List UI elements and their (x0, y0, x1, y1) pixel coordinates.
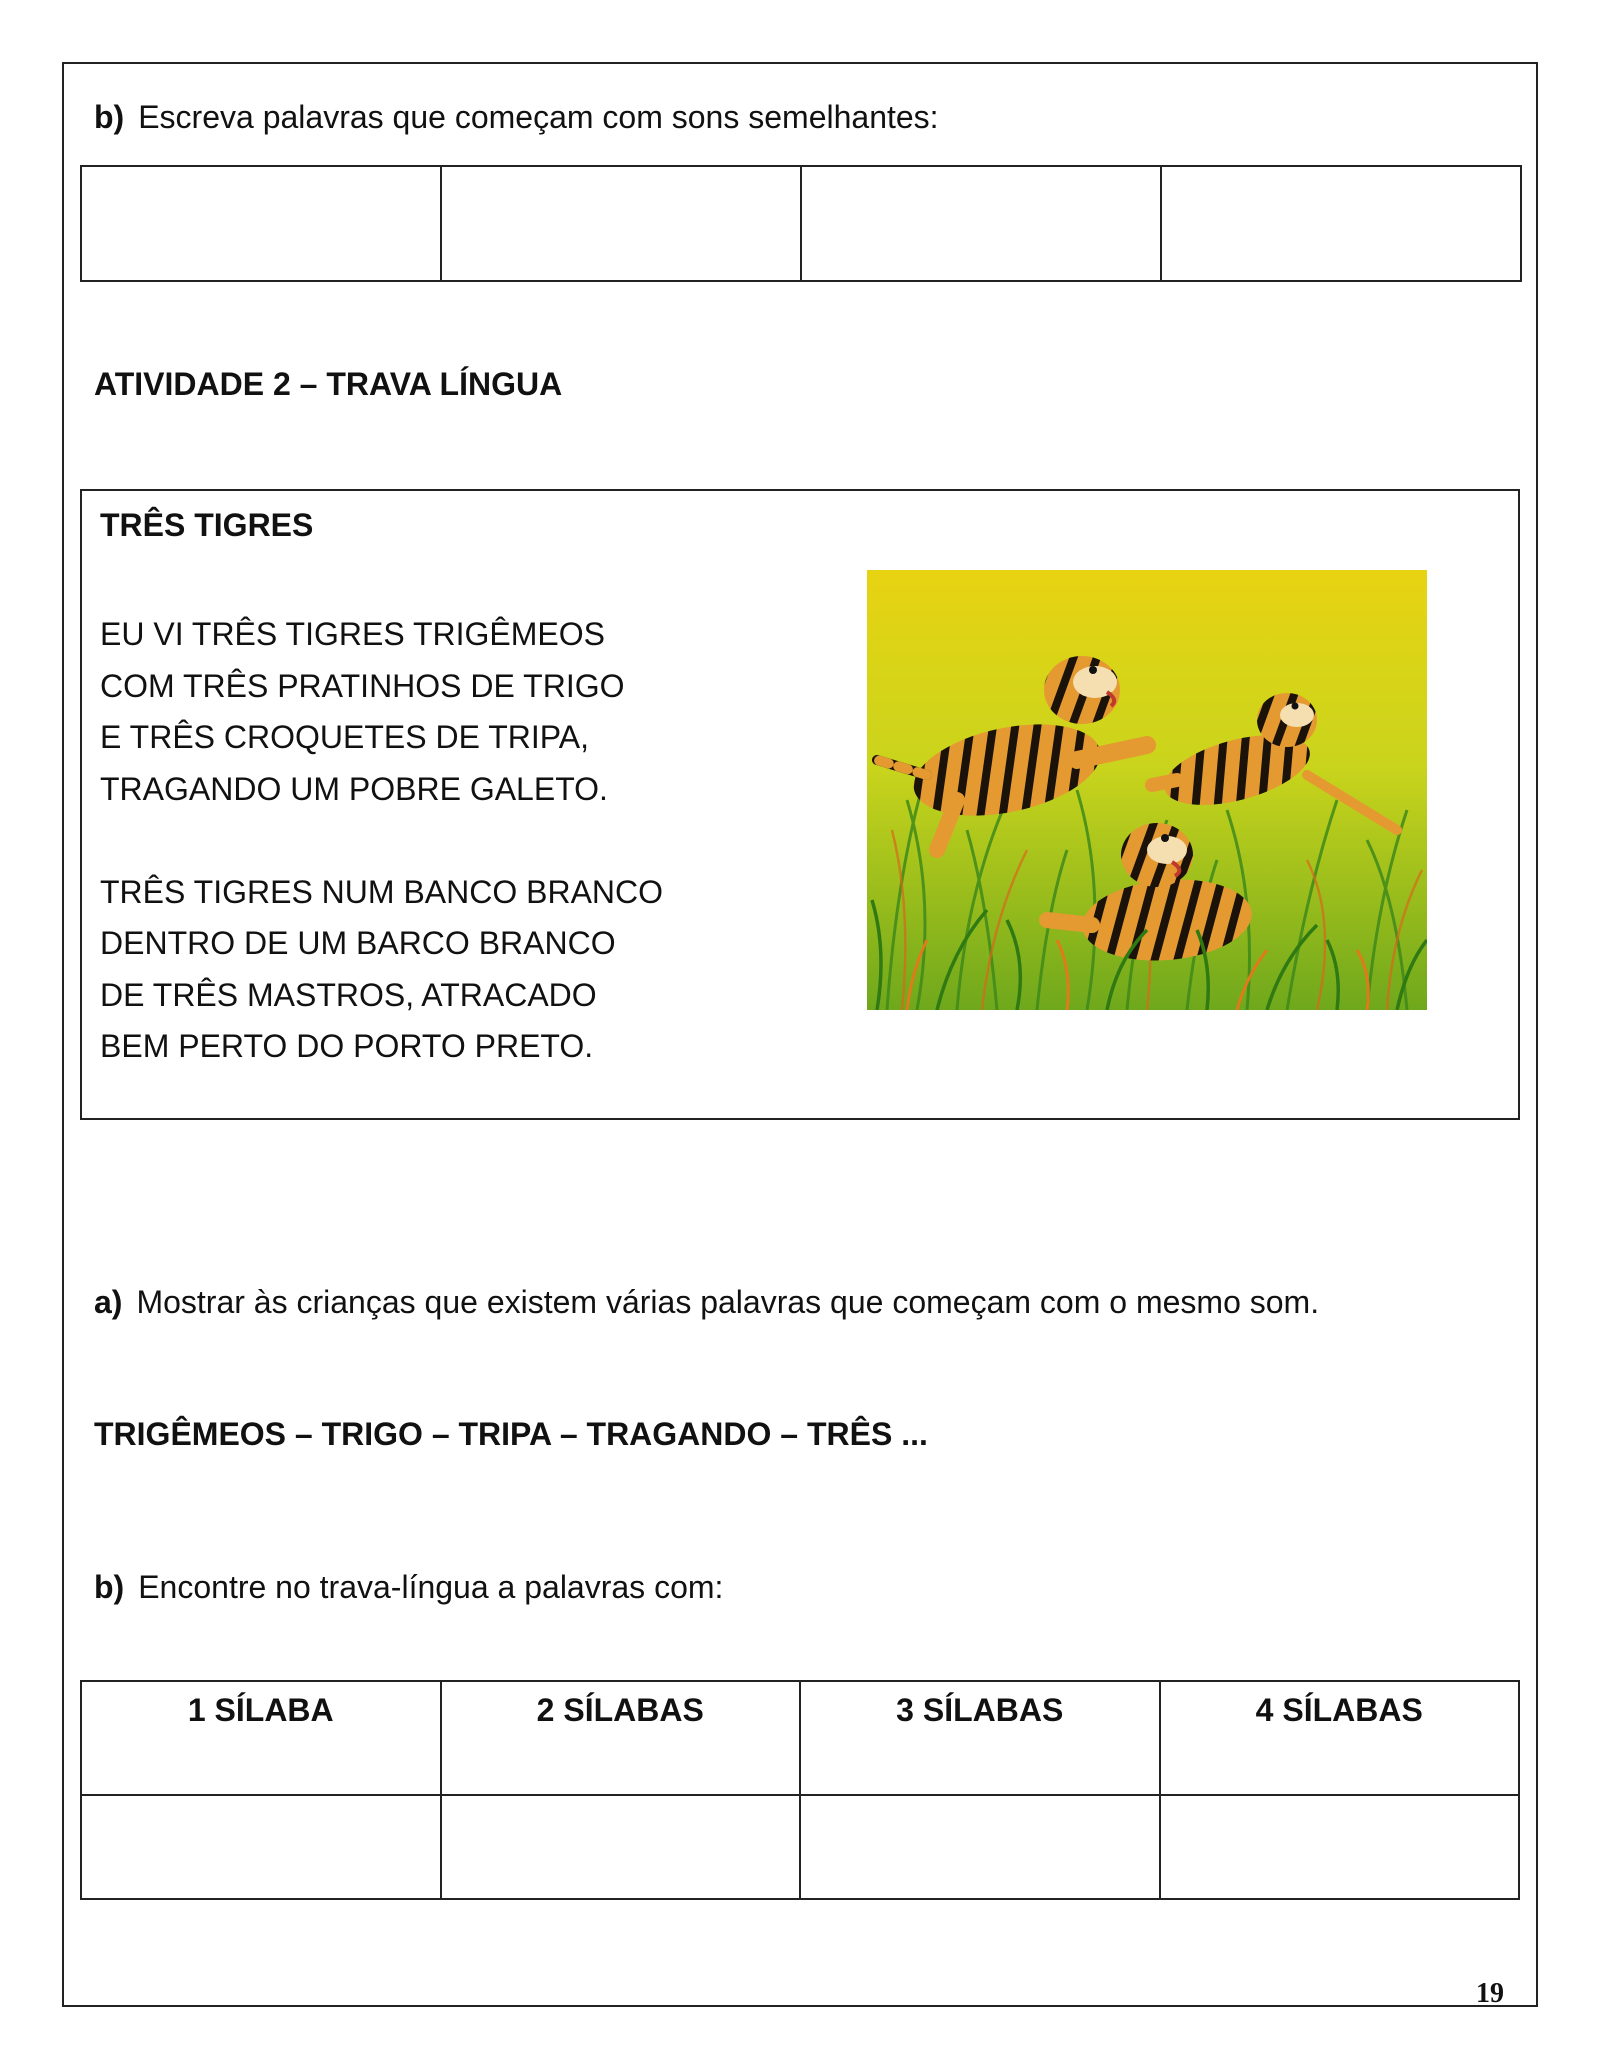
prompt-text: Encontre no trava-língua a palavras com: (138, 1569, 724, 1605)
answer-cell[interactable] (801, 166, 1161, 281)
syllable-table (80, 1680, 1520, 1900)
page-number: 19 (1476, 1978, 1504, 2009)
prompt-text: Mostrar às crianças que existem várias palavras que começam com o mesmo som. (136, 1284, 1320, 1320)
poem-line: DE TRÊS MASTROS, ATRACADO (100, 976, 597, 1013)
poem-line: TRAGANDO UM POBRE GALETO. (100, 770, 608, 807)
prompt-letter: b) (94, 99, 125, 135)
prompt-letter: a) (94, 1284, 123, 1320)
poem-line: COM TRÊS PRATINHOS DE TRIGO (100, 667, 625, 704)
poem-title: TRÊS TIGRES (100, 507, 314, 543)
poem-line: BEM PERTO DO PORTO PRETO. (100, 1028, 594, 1064)
syllable-header-4: 4 SÍLABAS (1160, 1681, 1520, 1795)
prompt-letter: b) (94, 1569, 125, 1605)
activity-title: ATIVIDADE 2 – TRAVA LÍNGUA (94, 366, 563, 402)
answer-cell[interactable] (441, 1795, 801, 1899)
poem-line: DENTRO DE UM BARCO BRANCO (100, 925, 616, 961)
prompt-a-same-sound (94, 1283, 1319, 1321)
poem-text (100, 609, 663, 1073)
prompt-b-find-syllables (94, 1568, 723, 1606)
word-list: TRIGÊMEOS – TRIGO – TRIPA – TRAGANDO – TRÊS ... (94, 1416, 928, 1452)
syllable-header-3: 3 SÍLABAS (800, 1681, 1160, 1795)
syllable-header-1: 1 SÍLABA (81, 1681, 441, 1795)
poem-line: EU VI TRÊS TIGRES TRIGÊMEOS (100, 616, 605, 652)
prompt-text: Escreva palavras que começam com sons semelhantes: (138, 99, 939, 135)
syllable-table-header-row (81, 1681, 1519, 1795)
poem-box (80, 489, 1520, 1120)
syllable-header-2: 2 SÍLABAS (441, 1681, 801, 1795)
answer-table-similar-sounds (80, 165, 1522, 282)
poem-line: TRÊS TIGRES NUM BANCO BRANCO (100, 873, 664, 910)
answer-cell[interactable] (81, 166, 441, 281)
tigers-illustration (867, 570, 1427, 1010)
syllable-table-answer-row (81, 1795, 1519, 1899)
answer-cell[interactable] (441, 166, 801, 281)
answer-cell[interactable] (1161, 166, 1521, 281)
answer-cell[interactable] (800, 1795, 1160, 1899)
prompt-b-similar-sounds (94, 98, 939, 136)
poem-line: E TRÊS CROQUETES DE TRIPA, (100, 719, 589, 755)
answer-cell[interactable] (1160, 1795, 1520, 1899)
answer-cell[interactable] (81, 1795, 441, 1899)
